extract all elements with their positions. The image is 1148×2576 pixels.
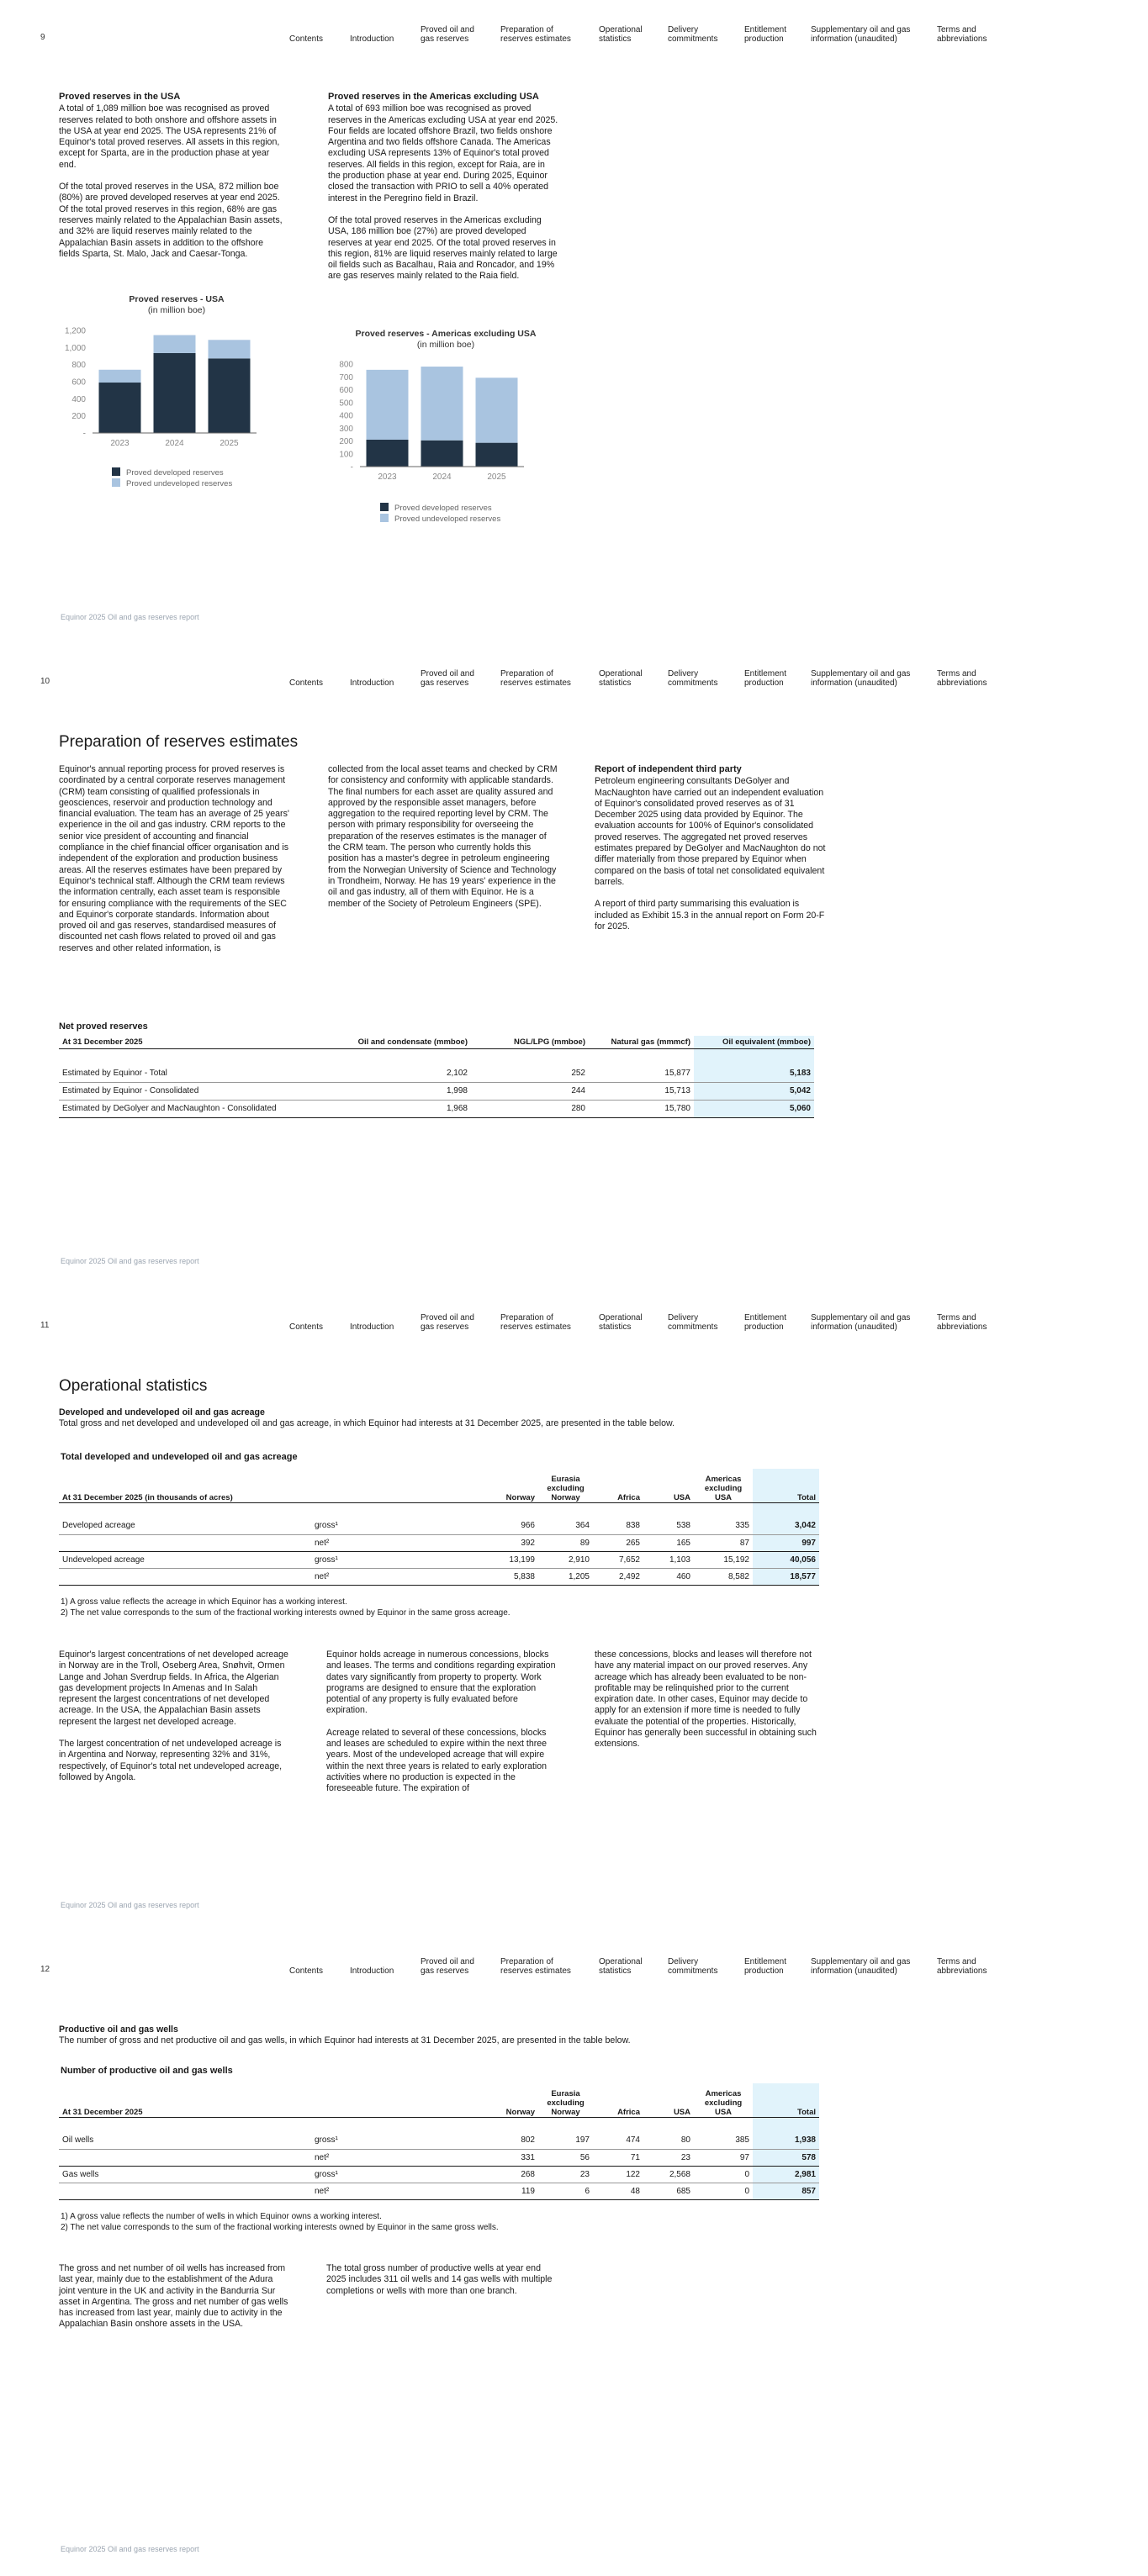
cell: 392 [521, 1538, 535, 1548]
third-party-heading: Report of independent third party [595, 764, 742, 774]
table-header-row [59, 1036, 814, 1048]
cell: 802 [521, 2135, 535, 2146]
cell: 97 [739, 2152, 749, 2162]
acreage-paragraph-3: Equinor holds acreage in numerous concessions, blocks and leases. The terms and conditions regarding expiration dates vary significantly from property to property. Work programs are designed to ensure that the exploration potential of any property is fully evaluated before expiration. [326, 1650, 556, 1716]
y-tick-label: 200 [339, 437, 353, 446]
page-10 [0, 644, 1148, 1288]
header-total: Total [753, 2083, 819, 2117]
legend-undeveloped [112, 478, 232, 489]
acreage-text: Total gross and net developed and undeveloped oil and gas acreage, in which Equinor had interests at 31 December 2025, are presented in the table below. [59, 1418, 675, 1428]
table-row [59, 1082, 814, 1100]
wells-text: The number of gross and net productive oil and gas wells, in which Equinor had interests at 31 December 2025, are presented in the table below. [59, 2035, 631, 2045]
nav-delivery-commitments[interactable]: Delivery commitments [668, 25, 718, 44]
row-type: net² [315, 2186, 330, 2196]
row-label [59, 2183, 311, 2199]
legend-developed [112, 467, 232, 478]
cell-total: 5,060 [694, 1100, 814, 1117]
americas-paragraph-2: Of the total proved reserves in the Americas excluding USA, 186 million boe (27%) are proved developed reserves at year end 2025. Of the total proved reserves in this region, 81% are liquid reserves mainly related to large oil fields such as Bacalhau, Raia and Roncador, and 19% are gas reserves mainly related to the Raia field. [328, 214, 558, 282]
americas-chart-title [328, 329, 563, 351]
usa-chart-title-text: Proved reserves - USA [129, 294, 225, 304]
cell-total: 1,938 [753, 2132, 819, 2149]
acreage-paragraph-1: Equinor's largest concentrations of net developed acreage in Norway are in the Troll, Oseberg Area, Snøhvit, Ormen Lange and Johan Sverdrup fields. In Africa, the Algerian gas development projects In Amenas and In Salah represent the largest concentrations of net developed acreage. In the USA, the Appalachian Basin assets represent the largest net developed acreage. [59, 1650, 288, 1727]
row-label [59, 2149, 311, 2166]
text-column-1 [59, 1650, 290, 1794]
table-row [59, 1100, 814, 1117]
top-nav [289, 25, 1046, 50]
nav-proved-reserves[interactable]: Proved oil and gas reserves [421, 25, 474, 44]
y-tick-label: - [82, 429, 86, 439]
y-tick-label: 100 [339, 450, 353, 460]
header-americas: Americas excluding USA [704, 2088, 743, 2117]
cell: 538 [676, 1521, 690, 1531]
cell-total: 997 [753, 1534, 819, 1551]
bar-developed-2023 [99, 383, 141, 433]
row-type: gross¹ [315, 1555, 338, 1565]
cell: 280 [571, 1104, 585, 1113]
nav-introduction[interactable]: Introduction [350, 1966, 394, 1976]
cell: 1,103 [669, 1555, 690, 1565]
americas-reserves-chart [318, 357, 570, 492]
x-tick-label: 2023 [110, 439, 130, 448]
table-title: Total developed and undeveloped oil and gas acreage [61, 1452, 298, 1462]
usa-chart-subtitle: (in million boe) [147, 305, 206, 315]
y-tick-label: 800 [339, 360, 353, 370]
y-tick-label: 200 [71, 412, 86, 422]
nav-supplementary-info[interactable]: Supplementary oil and gas information (unaudited) [811, 669, 911, 688]
text-column-1: The gross and net number of oil wells has increased from last year, mainly due to the establishment of the Adura joint venture in the UK and activity in the Bandurria Sur asset in Argentina. The gross and net number of gas wells has increased from last year, mainly due to activity in the Appalachian Basin onshore assets in the USA. [59, 2263, 288, 2330]
bar-developed-2025 [209, 358, 251, 433]
cell-total: 40,056 [753, 1551, 819, 1568]
page-title: Preparation of reserves estimates [59, 733, 299, 751]
table-notes [61, 2211, 499, 2233]
nav-introduction[interactable]: Introduction [350, 678, 394, 688]
header-oil: Oil and condensate (mmboe) [357, 1037, 468, 1047]
row-label: Gas wells [62, 2169, 99, 2179]
cell: 244 [571, 1086, 585, 1095]
row-label: Estimated by DeGolyer and MacNaughton - Consolidated [62, 1104, 277, 1113]
y-tick-label: 400 [71, 394, 86, 404]
cell: 15,713 [664, 1086, 690, 1095]
acreage-intro [59, 1407, 816, 1429]
third-party-paragraph-2: A report of third party summarising this evaluation is included as Exhibit 15.3 in the annual report on Form 20-F for 2025. [595, 899, 825, 932]
page-number: 9 [40, 33, 45, 42]
y-tick-label: 1,000 [64, 343, 86, 353]
legend-swatch-undeveloped [380, 514, 389, 522]
cell: 685 [676, 2186, 690, 2196]
nav-supplementary-info[interactable]: Supplementary oil and gas information (unaudited) [811, 25, 911, 44]
cell: 197 [575, 2135, 590, 2146]
nav-operational-statistics[interactable]: Operational statistics [599, 1313, 643, 1332]
nav-supplementary-info[interactable]: Supplementary oil and gas information (unaudited) [811, 1957, 911, 1976]
nav-proved-reserves[interactable]: Proved oil and gas reserves [421, 1313, 474, 1332]
cell: 15,877 [664, 1068, 690, 1078]
cell: 23 [680, 2152, 690, 2162]
usa-reserves-chart [50, 324, 303, 458]
usa-paragraph-2: Of the total proved reserves in the USA, 872 million boe (80%) are proved developed reserves at year end 2025. Of the total proved reserves in this region, 68% are gas reserves mainly related to the Appalachian Basin assets, and 32% are liquid reserves mainly related to the Appalachian Basin assets in addition to the offshore fields Sparta, St. Malo, Jack and Caesar-Tonga. [59, 182, 283, 259]
nav-entitlement-production[interactable]: Entitlement production [744, 669, 787, 688]
cell: 2,492 [618, 1571, 640, 1581]
nav-delivery-commitments[interactable]: Delivery commitments [668, 1957, 718, 1976]
cell: 48 [630, 2186, 640, 2196]
note-1: 1) A gross value reflects the number of wells in which Equinor owns a working interest. [61, 2212, 382, 2221]
row-type: net² [315, 1538, 330, 1548]
row-label: Estimated by Equinor - Consolidated [62, 1086, 199, 1095]
cell: 15,780 [664, 1104, 690, 1113]
bar-developed-2025 [476, 443, 518, 467]
usa-heading: Proved reserves in the USA [59, 92, 181, 102]
header-gas: Natural gas (mmmcf) [611, 1037, 690, 1047]
cell: 966 [521, 1521, 535, 1531]
cell: 5,838 [513, 1571, 535, 1581]
bar-undeveloped-2025 [476, 377, 518, 442]
note-2: 2) The net value corresponds to the sum of the fractional working interests owned by Equinor in the same gross acreage. [61, 1608, 511, 1618]
bar-undeveloped-2023 [367, 370, 409, 440]
cell: 122 [626, 2169, 640, 2179]
cell: 838 [626, 1521, 640, 1531]
header-usa: USA [673, 2107, 690, 2117]
table-header-row [59, 1469, 819, 1502]
cell: 265 [626, 1538, 640, 1548]
top-nav [289, 1957, 1046, 1982]
legend-undeveloped-label: Proved undeveloped reserves [394, 515, 501, 524]
header-africa: Africa [617, 1492, 640, 1502]
cell: 89 [579, 1538, 590, 1548]
cell: 1,205 [568, 1571, 590, 1581]
header-ngl: NGL/LPG (mmboe) [514, 1037, 585, 1047]
row-label: Oil wells [62, 2135, 94, 2146]
americas-chart-legend [380, 503, 500, 525]
americas-chart-title-text: Proved reserves - Americas excluding USA [355, 329, 537, 339]
cell: 268 [521, 2169, 535, 2179]
x-tick-label: 2024 [165, 439, 184, 448]
legend-developed [380, 503, 500, 514]
cell: 474 [626, 2135, 640, 2146]
page-9 [0, 0, 1148, 644]
legend-swatch-undeveloped [112, 478, 120, 487]
cell: 15,192 [723, 1555, 749, 1565]
acreage-table [59, 1469, 819, 1586]
nav-introduction[interactable]: Introduction [350, 34, 394, 44]
nav-introduction[interactable]: Introduction [350, 1322, 394, 1332]
nav-preparation[interactable]: Preparation of reserves estimates [500, 25, 571, 44]
nav-contents[interactable]: Contents [289, 1322, 324, 1332]
legend-swatch-developed [112, 467, 120, 476]
table-row [59, 1568, 819, 1585]
nav-operational-statistics[interactable]: Operational statistics [599, 25, 643, 44]
cell: 1,998 [446, 1086, 468, 1095]
nav-contents[interactable]: Contents [289, 34, 324, 44]
cell: 252 [571, 1068, 585, 1078]
row-label: Developed acreage [62, 1521, 135, 1531]
cell: 23 [579, 2169, 590, 2179]
nav-contents[interactable]: Contents [289, 1966, 324, 1976]
bar-undeveloped-2023 [99, 370, 141, 383]
cell: 165 [676, 1538, 690, 1548]
y-tick-label: 800 [71, 361, 86, 371]
cell: 80 [680, 2135, 690, 2146]
row-type: gross¹ [315, 1521, 338, 1531]
bar-undeveloped-2024 [154, 335, 196, 353]
nav-terms[interactable]: Terms and abbreviations [937, 1313, 987, 1332]
americas-chart-subtitle: (in million boe) [416, 340, 475, 350]
header-oe: Oil equivalent (mmboe) [694, 1036, 814, 1048]
table-row [59, 2166, 819, 2183]
row-label: Undeveloped acreage [62, 1555, 145, 1565]
cell: 71 [630, 2152, 640, 2162]
table-row [59, 1518, 819, 1534]
y-tick-label: 700 [339, 372, 353, 383]
nav-entitlement-production[interactable]: Entitlement production [744, 1957, 787, 1976]
legend-swatch-developed [380, 503, 389, 511]
wells-intro [59, 2024, 816, 2046]
text-column-3 [595, 1650, 828, 1761]
cell: 0 [744, 2169, 749, 2179]
page-number: 12 [40, 1965, 50, 1974]
footer: Equinor 2025 Oil and gas reserves report [61, 1257, 199, 1265]
header-date: At 31 December 2025 [62, 2107, 143, 2117]
net-proved-reserves-table [59, 1036, 814, 1118]
cell-total: 5,183 [694, 1064, 814, 1082]
header-eurasia: Eurasia excluding Norway [547, 1474, 585, 1502]
text-column-1: Equinor's annual reporting process for proved reserves is coordinated by a central corporate reserves management (CRM) team consisting of qualified professionals in geosciences, reservoir and production technology and financial evaluation. The team has an average of 25 years' experience in the oil and gas industry. CRM reports to the senior vice president of accounting and financial compliance in the chief financial officer organisation and is independent of the exploration and production business areas. All the reserves estimates have been prepared by Equinor's technical staff. Although the CRM team reviews the information centrally, each asset team is responsible for ensuring compliance with the requirements of the SEC and Equinor's corporate standards. Information about proved oil and gas reserves, standardised measures of discounted net cash flows related to proved oil and gas reserves and other related information, is [59, 764, 289, 953]
usa-chart-legend [112, 467, 232, 489]
cell: 2,910 [568, 1555, 590, 1565]
top-nav [289, 669, 1046, 694]
acreage-paragraph-2: The largest concentration of net undeveloped acreage is in Argentina and Norway, representing 32% and 31%, respectively, of Equinor's total net undeveloped acreage, followed by Angola. [59, 1739, 283, 1782]
page-11 [0, 1288, 1148, 1932]
bar-developed-2024 [154, 353, 196, 433]
footer: Equinor 2025 Oil and gas reserves report [61, 2545, 199, 2553]
note-1: 1) A gross value reflects the acreage in which Equinor has a working interest. [61, 1597, 347, 1607]
cell: 335 [735, 1521, 749, 1531]
cell: 364 [575, 1521, 590, 1531]
header-africa: Africa [617, 2107, 640, 2117]
cell: 0 [744, 2186, 749, 2196]
usa-paragraph-1: A total of 1,089 million boe was recognised as proved reserves related to both onshore and offshore assets in the USA at year end 2025. The USA represents 21% of Equinor's total proved reserves. All assets in this region, except for Sparta, are in the production phase at year end. [59, 103, 280, 170]
legend-developed-label: Proved developed reserves [394, 504, 492, 513]
cell: 119 [521, 2186, 535, 2196]
bar-developed-2024 [421, 441, 463, 467]
x-tick-label: 2024 [432, 472, 452, 482]
y-tick-label: 1,200 [64, 326, 86, 336]
usa-chart-title [59, 294, 294, 316]
row-type: net² [315, 1571, 330, 1581]
cell: 385 [735, 2135, 749, 2146]
y-tick-label: 600 [71, 377, 86, 388]
table-row [59, 2183, 819, 2199]
y-tick-label: 500 [339, 399, 353, 409]
cell: 7,652 [618, 1555, 640, 1565]
table-title: Net proved reserves [59, 1021, 148, 1032]
table-header-row [59, 2083, 819, 2117]
acreage-paragraph-4: Acreage related to several of these concessions, blocks and leases are scheduled to expire within the next three years. Most of the undeveloped acreage that will expire within the next three years is related to early exploration activities where no production is expected in the foreseeable future. The expiration of [326, 1727, 548, 1794]
table-row [59, 1064, 814, 1082]
cell-total: 857 [753, 2183, 819, 2199]
y-tick-label: 600 [339, 386, 353, 395]
cell: 6 [585, 2186, 590, 2196]
americas-paragraph-1: A total of 693 million boe was recognised as proved reserves in the Americas excluding USA at year end 2025. Four fields are located offshore Brazil, two fields onshore Argentina and two fields offshore Canada. The Americas excluding USA represents 13% of Equinor's total proved reserves. All fields in this region, except for Raia, are in the production phase at year end. During 2025, Equinor closed the transaction with PRIO to sell a 40% operated interest in the Peregrino field in Brazil. [328, 103, 558, 203]
row-label: Estimated by Equinor - Total [62, 1068, 167, 1078]
acreage-heading: Developed and undeveloped oil and gas acreage [59, 1407, 265, 1417]
row-type: gross¹ [315, 2135, 338, 2146]
row-label [59, 1568, 311, 1585]
nav-preparation[interactable]: Preparation of reserves estimates [500, 1957, 571, 1976]
footer: Equinor 2025 Oil and gas reserves report [61, 613, 199, 621]
header-total: Total [753, 1469, 819, 1502]
table-row [59, 1551, 819, 1568]
table-row [59, 2149, 819, 2166]
bar-developed-2023 [367, 440, 409, 467]
text-column-2: The total gross number of productive wells at year end 2025 includes 311 oil wells and 14 gas wells with multiple completions or wells with more than one branch. [326, 2263, 553, 2296]
y-tick-label: 300 [339, 424, 353, 434]
cell: 331 [521, 2152, 535, 2162]
header-date: At 31 December 2025 (in thousands of acres) [62, 1492, 233, 1502]
acreage-paragraph-5: these concessions, blocks and leases will therefore not have any material impact on our proved reserves. Any acreage which has already been evaluated to be non-profitable may be relinquished prior to the current expiration date. In other cases, Equinor may decide to apply for an extension if more time is needed to fully evaluate the potential of the properties. Historically, Equinor has generally been successful in obtaining such extensions. [595, 1650, 817, 1750]
table-row [59, 1534, 819, 1551]
cell-total: 18,577 [753, 1568, 819, 1585]
page-title: Operational statistics [59, 1377, 208, 1395]
row-type: gross¹ [315, 2169, 338, 2179]
bar-undeveloped-2024 [421, 367, 463, 441]
nav-terms[interactable]: Terms and abbreviations [937, 1957, 987, 1976]
bar-undeveloped-2025 [209, 340, 251, 358]
cell-total: 3,042 [753, 1518, 819, 1534]
nav-terms[interactable]: Terms and abbreviations [937, 669, 987, 688]
page-number: 11 [40, 1321, 50, 1330]
y-tick-label: 400 [339, 411, 353, 421]
third-party-paragraph-1: Petroleum engineering consultants DeGolyer and MacNaughton have carried out an independent evaluation of Equinor's consolidated proved reserves as of 31 December 2025 using data provided by Equinor. The evaluation accounts for 100% of Equinor's consolidated proved reserves. The aggregated net proved reserves estimates prepared by DeGolyer and MacNaughton do not differ materially from those prepared by Equinor when compared on the basis of total net consolidated equivalent barrels. [595, 776, 826, 887]
cell: 8,582 [727, 1571, 749, 1581]
note-2: 2) The net value corresponds to the sum of the fractional working interests owned by Equinor in the same gross wells. [61, 2223, 499, 2232]
nav-supplementary-info[interactable]: Supplementary oil and gas information (unaudited) [811, 1313, 911, 1332]
nav-delivery-commitments[interactable]: Delivery commitments [668, 1313, 718, 1332]
nav-preparation[interactable]: Preparation of reserves estimates [500, 669, 571, 688]
x-tick-label: 2025 [487, 472, 506, 482]
page-12 [0, 1932, 1148, 2576]
cell: 460 [676, 1571, 690, 1581]
nav-terms[interactable]: Terms and abbreviations [937, 25, 987, 44]
legend-undeveloped-label: Proved undeveloped reserves [126, 479, 233, 488]
nav-operational-statistics[interactable]: Operational statistics [599, 1957, 643, 1976]
text-column-2: collected from the local asset teams and checked by CRM for consistency and conformity with applicable standards. The final numbers for each asset are quality assured and approved by the responsible asset managers, before aggregation to the required reporting level by CRM. The person with primary responsibility for overseeing the preparation of the reserves estimates is the manager of the CRM team. The person who currently holds this position has a master's degree in petroleum engineering from the Norwegian University of Science and Technology in Trondheim, Norway. He has 19 years' experience in the oil and gas industry, all of them with Equinor. He is a member of the Society of Petroleum Engineers (SPE). [328, 764, 558, 909]
usa-section [59, 92, 284, 271]
cell-total: 578 [753, 2149, 819, 2166]
row-type: net² [315, 2152, 330, 2162]
header-date: At 31 December 2025 [62, 1037, 143, 1047]
americas-heading: Proved reserves in the Americas excluding USA [328, 92, 539, 102]
footer: Equinor 2025 Oil and gas reserves report [61, 1901, 199, 1909]
cell: 2,568 [669, 2169, 690, 2179]
row-label [59, 1534, 311, 1551]
nav-preparation[interactable]: Preparation of reserves estimates [500, 1313, 571, 1332]
nav-contents[interactable]: Contents [289, 678, 324, 688]
legend-undeveloped [380, 514, 500, 525]
x-tick-label: 2025 [220, 439, 239, 448]
nav-entitlement-production[interactable]: Entitlement production [744, 25, 787, 44]
cell-total: 2,981 [753, 2166, 819, 2183]
wells-table [59, 2083, 819, 2200]
header-americas: Americas excluding USA [704, 1474, 743, 1502]
table-row [59, 2132, 819, 2149]
nav-proved-reserves[interactable]: Proved oil and gas reserves [421, 669, 474, 688]
table-notes [61, 1597, 511, 1618]
header-norway: Norway [505, 2107, 535, 2117]
text-column-3 [595, 764, 830, 943]
cell: 56 [579, 2152, 590, 2162]
page-number: 10 [40, 677, 50, 686]
nav-proved-reserves[interactable]: Proved oil and gas reserves [421, 1957, 474, 1976]
cell: 2,102 [446, 1068, 468, 1078]
legend-developed-label: Proved developed reserves [126, 468, 224, 478]
header-usa: USA [673, 1492, 690, 1502]
cell-total: 5,042 [694, 1082, 814, 1100]
y-tick-label: - [350, 462, 353, 472]
header-norway: Norway [505, 1492, 535, 1502]
cell: 1,968 [446, 1104, 468, 1113]
cell: 87 [739, 1538, 749, 1548]
wells-heading: Productive oil and gas wells [59, 2024, 178, 2035]
americas-section [328, 92, 559, 293]
header-eurasia: Eurasia excluding Norway [547, 2088, 585, 2117]
text-column-2 [326, 1650, 558, 1806]
nav-operational-statistics[interactable]: Operational statistics [599, 669, 643, 688]
cell: 13,199 [509, 1555, 535, 1565]
nav-entitlement-production[interactable]: Entitlement production [744, 1313, 787, 1332]
top-nav [289, 1313, 1046, 1338]
table-title: Number of productive oil and gas wells [61, 2066, 233, 2076]
nav-delivery-commitments[interactable]: Delivery commitments [668, 669, 718, 688]
x-tick-label: 2023 [378, 472, 397, 482]
